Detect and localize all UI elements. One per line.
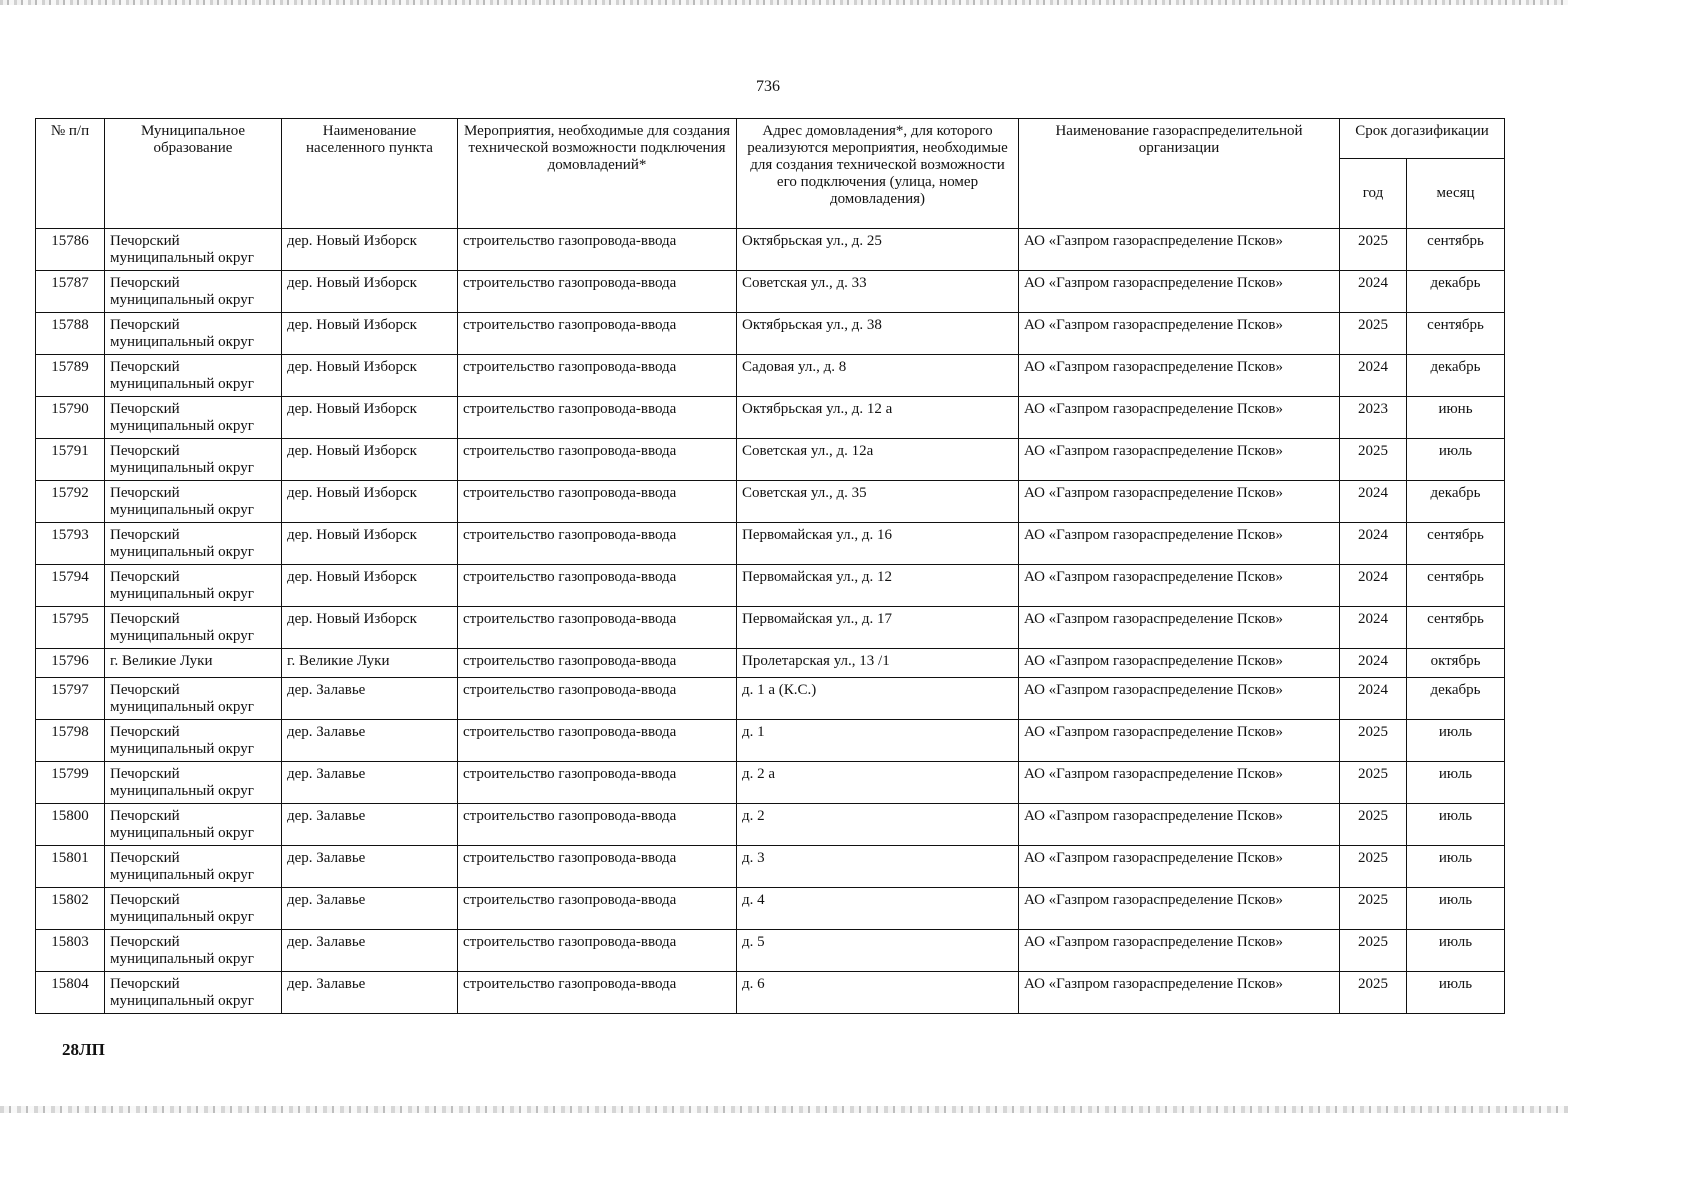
row-settlement: дер. Залавье	[282, 678, 458, 720]
row-municipality: Печорский муниципальный округ	[105, 930, 282, 972]
row-municipality: Печорский муниципальный округ	[105, 229, 282, 271]
table-row	[36, 397, 1505, 439]
row-organization: АО «Газпром газораспределение Псков»	[1019, 720, 1340, 762]
row-settlement: дер. Залавье	[282, 972, 458, 1014]
row-measure: строительство газопровода-ввода	[458, 846, 737, 888]
row-num: 15798	[36, 720, 105, 762]
row-organization: АО «Газпром газораспределение Псков»	[1019, 397, 1340, 439]
row-measure: строительство газопровода-ввода	[458, 481, 737, 523]
row-num: 15788	[36, 313, 105, 355]
row-year: 2025	[1340, 762, 1407, 804]
row-address: Первомайская ул., д. 12	[737, 565, 1019, 607]
table-row	[36, 649, 1505, 678]
row-address: Садовая ул., д. 8	[737, 355, 1019, 397]
row-settlement: дер. Новый Изборск	[282, 229, 458, 271]
row-num: 15799	[36, 762, 105, 804]
row-measure: строительство газопровода-ввода	[458, 720, 737, 762]
table-body	[36, 229, 1505, 1014]
table-row	[36, 607, 1505, 649]
row-settlement: дер. Новый Изборск	[282, 313, 458, 355]
table-row	[36, 229, 1505, 271]
row-municipality: Печорский муниципальный округ	[105, 972, 282, 1014]
row-settlement: дер. Новый Изборск	[282, 397, 458, 439]
row-year: 2024	[1340, 565, 1407, 607]
row-settlement: дер. Новый Изборск	[282, 355, 458, 397]
row-num: 15793	[36, 523, 105, 565]
row-month: июнь	[1407, 397, 1505, 439]
row-settlement: дер. Новый Изборск	[282, 607, 458, 649]
table-row	[36, 762, 1505, 804]
row-settlement: дер. Залавье	[282, 762, 458, 804]
row-address: Советская ул., д. 35	[737, 481, 1019, 523]
row-municipality: Печорский муниципальный округ	[105, 523, 282, 565]
table-row	[36, 804, 1505, 846]
row-month: июль	[1407, 930, 1505, 972]
row-address: д. 3	[737, 846, 1019, 888]
row-year: 2025	[1340, 804, 1407, 846]
row-organization: АО «Газпром газораспределение Псков»	[1019, 565, 1340, 607]
table-row	[36, 720, 1505, 762]
row-organization: АО «Газпром газораспределение Псков»	[1019, 846, 1340, 888]
scan-edge-bottom	[0, 1106, 1568, 1113]
row-municipality: Печорский муниципальный округ	[105, 271, 282, 313]
header-month: месяц	[1407, 159, 1505, 229]
row-month: июль	[1407, 888, 1505, 930]
row-address: д. 6	[737, 972, 1019, 1014]
row-num: 15794	[36, 565, 105, 607]
row-num: 15796	[36, 649, 105, 678]
header-measures: Мероприятия, необходимые для создания технической возможности подключения домовладений*	[458, 119, 737, 229]
page-number: 736	[756, 78, 780, 95]
row-measure: строительство газопровода-ввода	[458, 523, 737, 565]
row-address: Октябрьская ул., д. 25	[737, 229, 1019, 271]
header-num: № п/п	[36, 119, 105, 229]
table-row	[36, 930, 1505, 972]
row-month: декабрь	[1407, 271, 1505, 313]
row-year: 2025	[1340, 439, 1407, 481]
header-municipality: Муниципальное образование	[105, 119, 282, 229]
row-municipality: Печорский муниципальный округ	[105, 355, 282, 397]
row-month: июль	[1407, 804, 1505, 846]
row-organization: АО «Газпром газораспределение Псков»	[1019, 313, 1340, 355]
row-municipality: Печорский муниципальный округ	[105, 846, 282, 888]
row-measure: строительство газопровода-ввода	[458, 804, 737, 846]
row-measure: строительство газопровода-ввода	[458, 397, 737, 439]
row-month: декабрь	[1407, 481, 1505, 523]
row-measure: строительство газопровода-ввода	[458, 565, 737, 607]
row-measure: строительство газопровода-ввода	[458, 888, 737, 930]
row-num: 15801	[36, 846, 105, 888]
row-measure: строительство газопровода-ввода	[458, 271, 737, 313]
table-row	[36, 846, 1505, 888]
row-year: 2025	[1340, 888, 1407, 930]
row-month: сентябрь	[1407, 565, 1505, 607]
row-organization: АО «Газпром газораспределение Псков»	[1019, 888, 1340, 930]
row-organization: АО «Газпром газораспределение Псков»	[1019, 355, 1340, 397]
row-municipality: Печорский муниципальный округ	[105, 888, 282, 930]
row-settlement: дер. Новый Изборск	[282, 481, 458, 523]
row-address: д. 4	[737, 888, 1019, 930]
table-row	[36, 271, 1505, 313]
row-address: Первомайская ул., д. 17	[737, 607, 1019, 649]
table-row	[36, 481, 1505, 523]
footer-mark: 28ЛП	[62, 1040, 105, 1059]
row-measure: строительство газопровода-ввода	[458, 930, 737, 972]
row-settlement: дер. Новый Изборск	[282, 439, 458, 481]
row-municipality: Печорский муниципальный округ	[105, 804, 282, 846]
table-row	[36, 313, 1505, 355]
row-municipality: Печорский муниципальный округ	[105, 313, 282, 355]
row-month: сентябрь	[1407, 607, 1505, 649]
table-row	[36, 972, 1505, 1014]
row-month: июль	[1407, 846, 1505, 888]
row-municipality: г. Великие Луки	[105, 649, 282, 678]
row-settlement: дер. Залавье	[282, 846, 458, 888]
row-year: 2023	[1340, 397, 1407, 439]
table-row	[36, 523, 1505, 565]
table-row	[36, 888, 1505, 930]
row-organization: АО «Газпром газораспределение Псков»	[1019, 481, 1340, 523]
row-organization: АО «Газпром газораспределение Псков»	[1019, 762, 1340, 804]
row-address: д. 2 а	[737, 762, 1019, 804]
row-year: 2024	[1340, 271, 1407, 313]
row-year: 2025	[1340, 229, 1407, 271]
row-municipality: Печорский муниципальный округ	[105, 678, 282, 720]
row-address: д. 5	[737, 930, 1019, 972]
row-measure: строительство газопровода-ввода	[458, 229, 737, 271]
row-settlement: дер. Залавье	[282, 888, 458, 930]
table-row	[36, 678, 1505, 720]
row-num: 15792	[36, 481, 105, 523]
row-year: 2024	[1340, 523, 1407, 565]
row-measure: строительство газопровода-ввода	[458, 972, 737, 1014]
row-num: 15802	[36, 888, 105, 930]
row-month: декабрь	[1407, 355, 1505, 397]
row-measure: строительство газопровода-ввода	[458, 439, 737, 481]
row-month: июль	[1407, 972, 1505, 1014]
row-municipality: Печорский муниципальный округ	[105, 607, 282, 649]
row-measure: строительство газопровода-ввода	[458, 355, 737, 397]
row-year: 2024	[1340, 678, 1407, 720]
row-year: 2025	[1340, 313, 1407, 355]
row-num: 15800	[36, 804, 105, 846]
row-num: 15803	[36, 930, 105, 972]
row-organization: АО «Газпром газораспределение Псков»	[1019, 972, 1340, 1014]
row-address: д. 1	[737, 720, 1019, 762]
row-settlement: дер. Новый Изборск	[282, 523, 458, 565]
row-num: 15787	[36, 271, 105, 313]
row-measure: строительство газопровода-ввода	[458, 649, 737, 678]
row-settlement: дер. Залавье	[282, 720, 458, 762]
row-month: сентябрь	[1407, 229, 1505, 271]
header-deadline: Срок догазификации	[1340, 119, 1505, 159]
row-organization: АО «Газпром газораспределение Псков»	[1019, 804, 1340, 846]
row-month: сентябрь	[1407, 523, 1505, 565]
header-year: год	[1340, 159, 1407, 229]
row-municipality: Печорский муниципальный округ	[105, 439, 282, 481]
row-year: 2025	[1340, 846, 1407, 888]
row-year: 2025	[1340, 720, 1407, 762]
row-address: Первомайская ул., д. 16	[737, 523, 1019, 565]
row-organization: АО «Газпром газораспределение Псков»	[1019, 607, 1340, 649]
row-num: 15795	[36, 607, 105, 649]
row-municipality: Печорский муниципальный округ	[105, 762, 282, 804]
row-address: д. 1 а (К.С.)	[737, 678, 1019, 720]
row-num: 15789	[36, 355, 105, 397]
row-year: 2024	[1340, 481, 1407, 523]
row-num: 15791	[36, 439, 105, 481]
table-row	[36, 439, 1505, 481]
row-settlement: дер. Новый Изборск	[282, 565, 458, 607]
row-address: Советская ул., д. 33	[737, 271, 1019, 313]
row-month: июль	[1407, 439, 1505, 481]
row-year: 2024	[1340, 355, 1407, 397]
row-municipality: Печорский муниципальный округ	[105, 397, 282, 439]
row-measure: строительство газопровода-ввода	[458, 678, 737, 720]
row-organization: АО «Газпром газораспределение Псков»	[1019, 271, 1340, 313]
row-address: Октябрьская ул., д. 38	[737, 313, 1019, 355]
row-settlement: дер. Залавье	[282, 930, 458, 972]
row-settlement: дер. Новый Изборск	[282, 271, 458, 313]
row-month: июль	[1407, 720, 1505, 762]
table-row	[36, 565, 1505, 607]
row-measure: строительство газопровода-ввода	[458, 762, 737, 804]
row-organization: АО «Газпром газораспределение Псков»	[1019, 523, 1340, 565]
scan-edge-top	[0, 0, 1568, 5]
table-row	[36, 355, 1505, 397]
row-organization: АО «Газпром газораспределение Псков»	[1019, 439, 1340, 481]
row-num: 15804	[36, 972, 105, 1014]
row-month: сентябрь	[1407, 313, 1505, 355]
row-organization: АО «Газпром газораспределение Псков»	[1019, 649, 1340, 678]
row-settlement: дер. Залавье	[282, 804, 458, 846]
row-address: Советская ул., д. 12а	[737, 439, 1019, 481]
row-month: октябрь	[1407, 649, 1505, 678]
row-num: 15786	[36, 229, 105, 271]
header-settlement: Наименование населенного пункта	[282, 119, 458, 229]
row-organization: АО «Газпром газораспределение Псков»	[1019, 229, 1340, 271]
row-num: 15797	[36, 678, 105, 720]
row-organization: АО «Газпром газораспределение Псков»	[1019, 678, 1340, 720]
row-municipality: Печорский муниципальный округ	[105, 481, 282, 523]
row-organization: АО «Газпром газораспределение Псков»	[1019, 930, 1340, 972]
gasification-table	[35, 118, 1505, 1014]
row-address: Октябрьская ул., д. 12 а	[737, 397, 1019, 439]
row-year: 2024	[1340, 649, 1407, 678]
row-measure: строительство газопровода-ввода	[458, 607, 737, 649]
row-month: июль	[1407, 762, 1505, 804]
row-measure: строительство газопровода-ввода	[458, 313, 737, 355]
row-year: 2025	[1340, 972, 1407, 1014]
row-municipality: Печорский муниципальный округ	[105, 720, 282, 762]
row-month: декабрь	[1407, 678, 1505, 720]
header-address: Адрес домовладения*, для которого реализуются мероприятия, необходимые для создания технической возможности его подключения (улица, номер домовладения)	[737, 119, 1019, 229]
row-address: Пролетарская ул., 13 /1	[737, 649, 1019, 678]
row-year: 2024	[1340, 607, 1407, 649]
row-municipality: Печорский муниципальный округ	[105, 565, 282, 607]
row-settlement: г. Великие Луки	[282, 649, 458, 678]
row-num: 15790	[36, 397, 105, 439]
row-address: д. 2	[737, 804, 1019, 846]
row-year: 2025	[1340, 930, 1407, 972]
header-organization: Наименование газораспределительной организации	[1019, 119, 1340, 229]
